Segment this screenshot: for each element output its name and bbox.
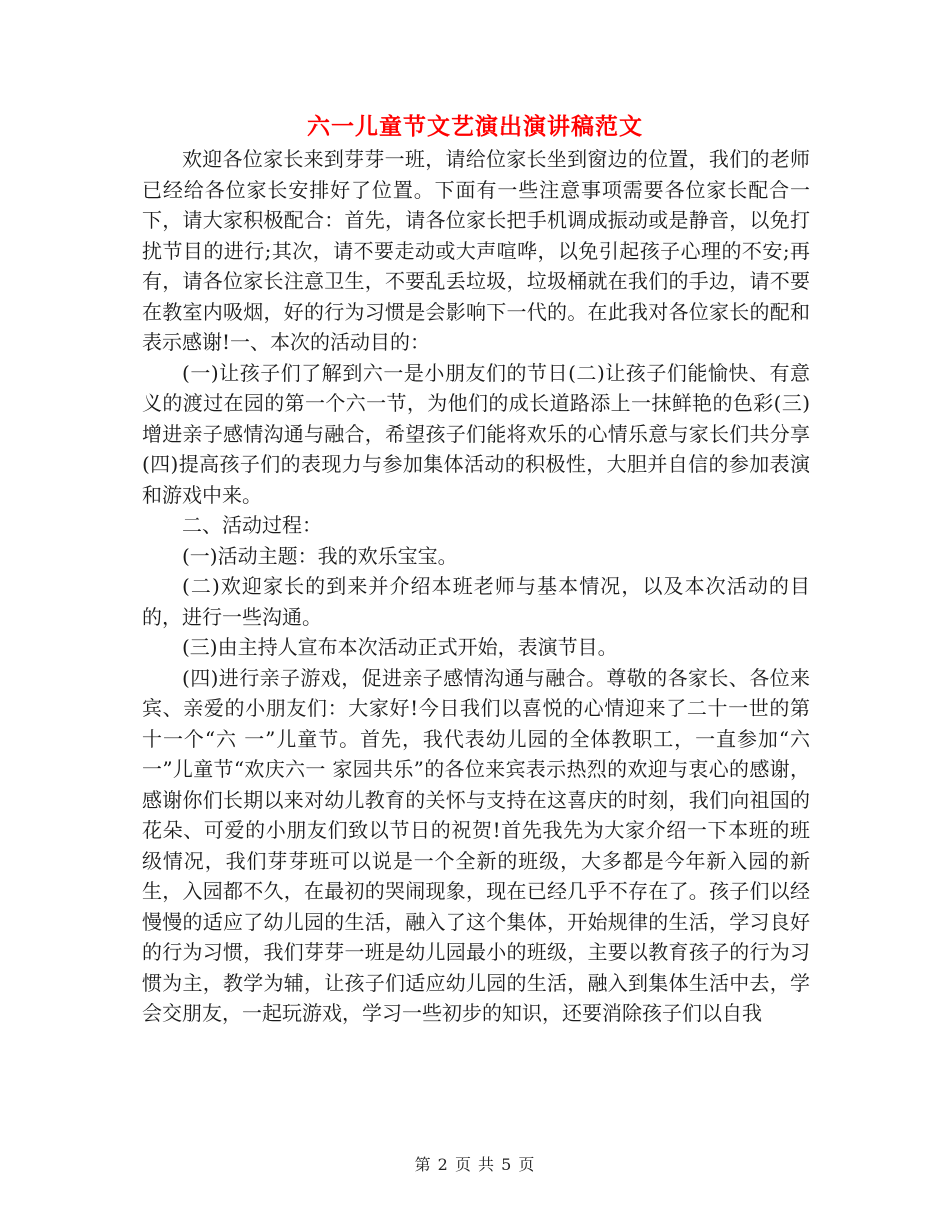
document-body [142, 144, 810, 1029]
paragraph-process-heading: 二、活动过程： [182, 513, 322, 537]
paragraph-speech: (四)进行亲子游戏，促进亲子感情沟通与融合。尊敬的各家长、各位来宾、亲爱的小朋友们：大家好!今日我们以喜悦的心情迎来了二十一世的第十一个“六 一”儿童节。首先，我代表幼儿园的全体教职工，一直参加“六一”儿童节“欢庆六一 家园共乐”的各位来宾表示热烈的欢迎与衷心的感谢，感谢你们长期以来对幼儿教育的关怀与支持在这喜庆的时刻，我们向祖国的花朵、可爱的小朋友们致以节日的祝贺!首先我先为大家介绍一下本班的班级情况，我们芽芽班可以说是一个全新的班级，大多都是今年新入园的新生，入园都不久，在最初的哭闹现象，现在已经几乎不存在了。孩子们以经慢慢的适应了幼儿园的生活，融入了这个集体，开始规律的生活，学习良好的行为习惯，我们芽芽一班是幼儿园最小的班级，主要以教育孩子的行为习惯为主，教学为辅，让孩子们适应幼儿园的生活，融入到集体生活中去，学会交朋友，一起玩游戏，学习一些初步的知识，还要消除孩子们以自我 [142, 665, 810, 1025]
paragraph-welcome: (二)欢迎家长的到来并介绍本班老师与基本情况，以及本次活动的目的，进行一些沟通。 [142, 574, 810, 629]
paragraph-intro: 欢迎各位家长来到芽芽一班，请给位家长坐到窗边的位置，我们的老师已经给各位家长安排好了位置。下面有一些注意事项需要各位家长配合一下，请大家积极配合：首先，请各位家长把手机调成振动或是静音，以免打扰节目的进行;其次，请不要走动或大声喧哗，以免引起孩子心理的不安;再有，请各位家长注意卫生，不要乱丢垃圾，垃圾桶就在我们的手边，请不要在教室内吸烟，好的行为习惯是会影响下一代的。在此我对各位家长的配和表示感谢!一、本次的活动目的： [142, 147, 810, 354]
page-footer: 第 2 页 共 5 页 [414, 1155, 536, 1174]
paragraph-goals: (一)让孩子们了解到六一是小朋友们的节日(二)让孩子们能愉快、有意义的渡过在园的第一个六一节，为他们的成长道路添上一抹鲜艳的色彩(三)增进亲子感情沟通与融合，希望孩子们能将欢乐的心情乐意与家长们共分享(四)提高孩子们的表现力与参加集体活动的积极性，大胆并自信的参加表演和游戏中来。 [142, 360, 810, 507]
paragraph-theme: (一)活动主题：我的欢乐宝宝。 [182, 543, 458, 568]
paragraph-announce: (三)由主持人宣布本次活动正式开始，表演节目。 [182, 635, 618, 659]
page-title: 六一儿童节文艺演出演讲稿范文 [307, 114, 643, 140]
